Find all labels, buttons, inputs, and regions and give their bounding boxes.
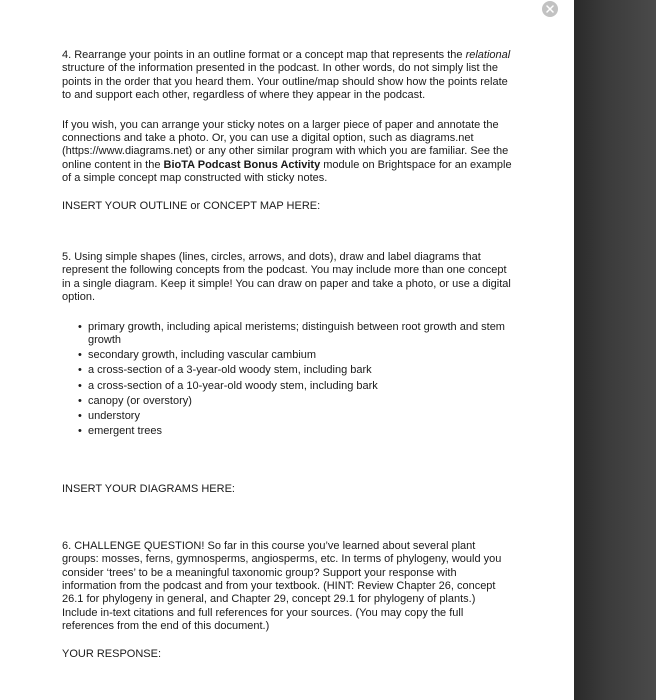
concept-list-item: • understory [78,410,512,423]
concept-list [62,321,512,439]
document-content [62,49,512,661]
concept-list-item: • secondary growth, including vascular cambium [78,349,512,362]
concept-list-item: • emergent trees [78,425,512,438]
concept-list-item: • primary growth, including apical meristems; distinguish between root growth and stem growth [78,321,512,347]
question-4: 4. Rearrange your points in an outline format or a concept map that represents the relational structure of the information presented in the podcast. In other words, do not simply list the points in the order that you heard them. Your outline/map should show how the points relate to and support each other, regardless of where they appear in the podcast. [62,49,511,102]
your-response-label: YOUR RESPONSE: [62,647,162,660]
side-panel [574,0,656,700]
concept-list-item: • a cross-section of a 3-year-old woody stem, including bark [78,364,512,377]
emphasis-text: relational [465,49,511,61]
concept-list-item: • canopy (or overstory) [78,395,512,408]
insert-diagrams-label: INSERT YOUR DIAGRAMS HERE: [62,483,235,496]
close-icon [546,5,554,13]
question-4-instructions: If you wish, you can arrange your sticky notes on a larger piece of paper and annotate the connections and take a photo. Or, you can use a digital option, such as diagrams.net (https://www.diagrams.net) or any other similar program with which you are familiar. See the online content in the BioTA Podcast Bonus Activity module on Brightspace for an example of a simple concept map constructed with sticky notes. [62,118,512,185]
question-6: 6. CHALLENGE QUESTION! So far in this course you’ve learned about several plant groups: mosses, ferns, gymnosperms, angiosperms, etc. In terms of phylogeny, would you consider ‘trees’ to be a meaningful taxonomic group? Support your response with information from the podcast and from your textbook. (HINT: Review Chapter 26, concept 26.1 for phylogeny in general, and Chapter 29, concept 29.1 for phylogeny of plants.) Include in-text citations and full references for your sources. (You may copy the full references from the end of this document.) [62,539,502,633]
insert-outline-label: INSERT YOUR OUTLINE or CONCEPT MAP HERE: [62,199,321,212]
concept-list-item: • a cross-section of a 10-year-old woody stem, including bark [78,380,512,393]
question-5: 5. Using simple shapes (lines, circles, arrows, and dots), draw and label diagrams that represent the following concepts from the podcast. You may include more than one concept in a single diagram. Keep it simple! You can draw on paper and take a photo, or use a digital option. [62,251,511,304]
close-button[interactable] [542,1,558,17]
module-name: BioTA Podcast Bonus Activity [163,158,321,171]
